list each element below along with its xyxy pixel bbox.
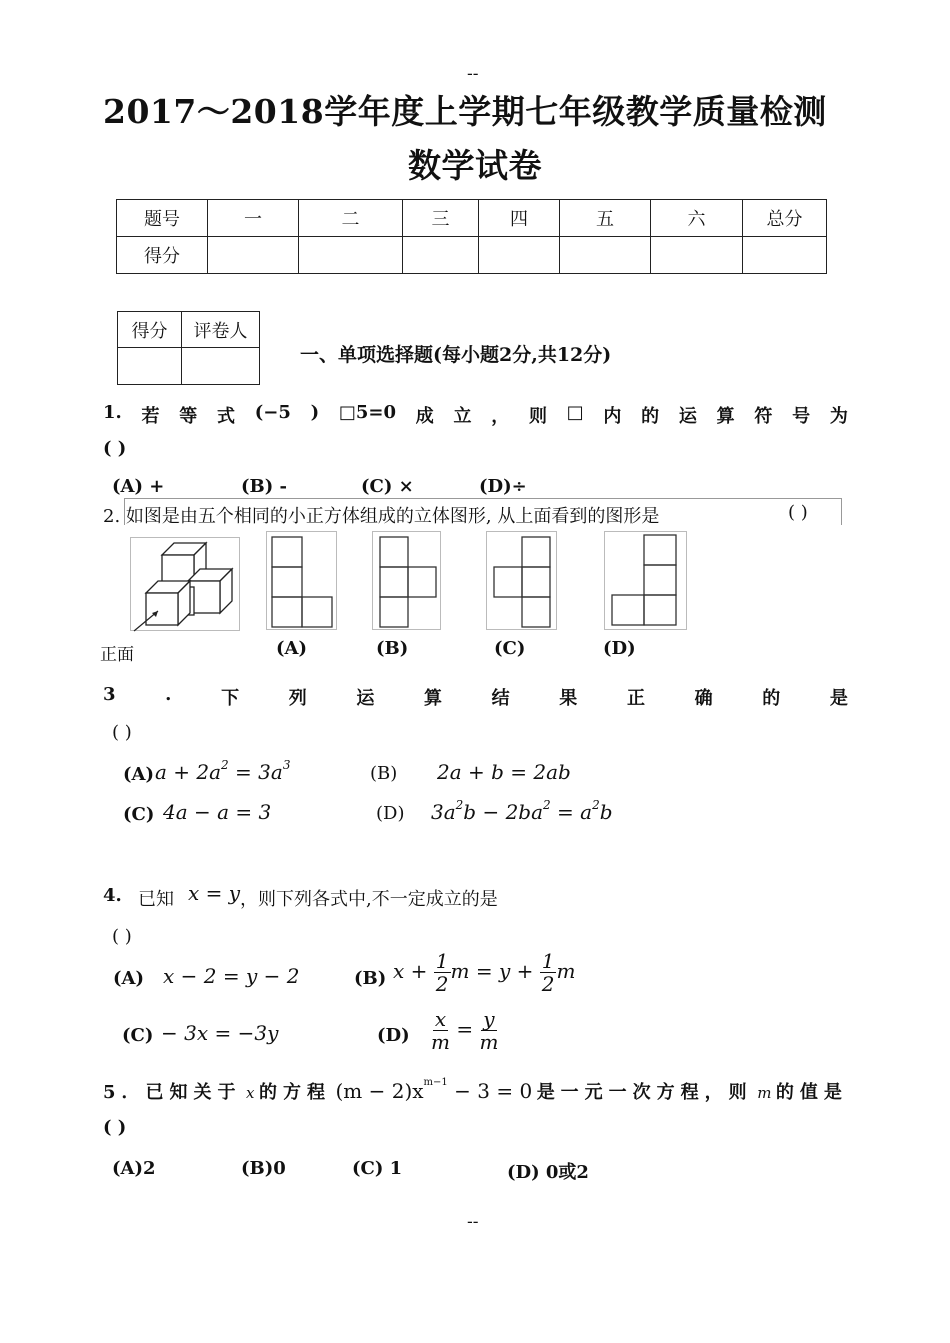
question-2-figure-c[interactable] xyxy=(486,531,558,631)
figure-a-grid xyxy=(266,531,338,631)
question-4-option-d[interactable]: $\frac{x}{m}$ = $\frac{y}{m}$ xyxy=(431,1007,499,1054)
score-cell[interactable] xyxy=(651,237,743,274)
fraction-y-over-m: $\frac{y}{m}$ xyxy=(479,1007,499,1054)
grader-name-label: 评卷人 xyxy=(182,312,260,348)
fraction-half: $\frac{1}{2}$ xyxy=(541,949,555,996)
question-4-number: 4. xyxy=(103,885,122,906)
question-3-stem: 3 . 下 列 运 算 结 果 正 确 的 是 xyxy=(103,684,848,709)
question-4-label-b[interactable]: (B) xyxy=(354,968,387,989)
question-1-answer-paren: ( ) xyxy=(103,438,127,459)
question-5-answer-paren: ( ) xyxy=(103,1117,127,1138)
score-header-cell: 一 xyxy=(208,200,299,237)
question-4-pre: 已知 xyxy=(138,889,174,910)
question-4-option-b[interactable]: x + $\frac{1}{2}$ m = y + $\frac{1}{2}$ m xyxy=(393,949,576,996)
question-4-label-d[interactable]: (D) xyxy=(377,1025,410,1046)
question-4-label-a[interactable]: (A) xyxy=(113,968,144,989)
page-mark-top: -- xyxy=(467,64,479,84)
score-header-cell: 二 xyxy=(299,200,403,237)
question-3-option-b[interactable]: 2a + b = 2ab xyxy=(437,760,571,784)
score-header-cell: 三 xyxy=(403,200,479,237)
question-2-label-d: (D) xyxy=(603,638,636,659)
question-2-stem: 2. 如图是由五个相同的小正方体组成的立体图形, 从上面看到的图形是 xyxy=(103,506,660,527)
grader-score-label: 得分 xyxy=(118,312,182,348)
figure-c-grid xyxy=(486,531,558,631)
question-5-stem: 5．已知关于 x 的方程 $(m - 2)x^{m-1} - 3 = 0$ 是一元一次方程，则 m 的值是 xyxy=(103,1077,848,1103)
question-3-option-d[interactable]: $3a^2b - 2ba^2 = a^2b$ xyxy=(431,798,613,824)
solid-figure xyxy=(130,537,242,633)
score-cell[interactable] xyxy=(208,237,299,274)
score-header-cell: 总分 xyxy=(743,200,827,237)
fraction-half: $\frac{1}{2}$ xyxy=(435,949,449,996)
question-2-answer-paren: ( ) xyxy=(788,502,808,523)
question-5-option-b[interactable]: (B)0 xyxy=(241,1158,286,1179)
question-3-answer-paren: ( ) xyxy=(112,722,132,743)
question-2-label-b: (B) xyxy=(376,638,409,659)
section-title: 一、单项选择题(每小题2分,共12分) xyxy=(300,344,612,366)
question-3-label-a[interactable]: (A) xyxy=(123,764,154,785)
front-view-label: 正面 xyxy=(100,645,134,665)
question-4-post: ，则下列各式中,不一定成立的是 xyxy=(240,889,498,910)
question-4-label-c[interactable]: (C) xyxy=(122,1025,154,1046)
score-header-cell: 四 xyxy=(479,200,560,237)
question-5-option-a[interactable]: (A)2 xyxy=(112,1158,156,1179)
question-1-option-c[interactable]: (C) × xyxy=(361,476,414,497)
fraction-x-over-m: $\frac{x}{m}$ xyxy=(431,1007,450,1054)
question-2-figure-b[interactable] xyxy=(372,531,442,631)
question-2-figure-d[interactable] xyxy=(604,531,688,631)
question-4-option-c[interactable]: − 3x = −3y xyxy=(161,1021,279,1045)
question-4-answer-paren: ( ) xyxy=(112,926,132,947)
question-5-option-c[interactable]: (C) 1 xyxy=(352,1158,403,1179)
score-cell[interactable] xyxy=(743,237,827,274)
score-header-cell: 五 xyxy=(560,200,651,237)
score-cell[interactable] xyxy=(560,237,651,274)
page-subtitle: 数学试卷 xyxy=(408,146,542,185)
score-table xyxy=(116,199,827,274)
question-1-option-a[interactable]: (A) + xyxy=(112,476,165,497)
score-cell[interactable] xyxy=(403,237,479,274)
score-row-label: 得分 xyxy=(117,237,208,274)
figure-d-grid xyxy=(604,531,688,631)
question-2-label-a: (A) xyxy=(276,638,307,659)
figure-b-grid xyxy=(372,531,442,631)
solid-figure-drawing xyxy=(130,537,242,633)
question-2-label-c: (C) xyxy=(494,638,526,659)
question-3-label-d[interactable]: (D) xyxy=(376,803,405,824)
score-cell[interactable] xyxy=(479,237,560,274)
question-5-equation: $(m - 2)x^{m-1} - 3 = 0$ xyxy=(335,1077,533,1103)
question-2-figure-a[interactable] xyxy=(266,531,338,631)
question-4-option-a[interactable]: x − 2 = y − 2 xyxy=(163,964,300,988)
score-header-cell: 题号 xyxy=(117,200,208,237)
grader-box xyxy=(117,311,260,385)
question-1-option-b[interactable]: (B) - xyxy=(241,476,287,497)
grader-score-cell[interactable] xyxy=(118,348,182,385)
score-header-cell: 六 xyxy=(651,200,743,237)
question-5-option-d[interactable]: (D) 0或2 xyxy=(507,1162,589,1183)
question-3-option-a[interactable]: $a + 2a^2 = 3a^3$ xyxy=(155,758,291,784)
question-3-option-c[interactable]: 4a − a = 3 xyxy=(163,800,272,824)
score-cell[interactable] xyxy=(299,237,403,274)
page-title: 2017～2018学年度上学期七年级教学质量检测 xyxy=(103,92,827,131)
page-mark-bottom: -- xyxy=(467,1212,479,1232)
grader-name-cell[interactable] xyxy=(182,348,260,385)
question-1-option-d[interactable]: (D)÷ xyxy=(479,476,527,497)
question-1-stem: 1. 若 等 式 (−5 ) □5=0 成 立 ， 则 □ 内 的 运 算 符 号 为 xyxy=(103,402,848,427)
question-3-label-b[interactable]: (B) xyxy=(370,763,398,784)
question-4-condition: x = y xyxy=(188,881,241,905)
question-3-label-c[interactable]: (C) xyxy=(123,804,155,825)
